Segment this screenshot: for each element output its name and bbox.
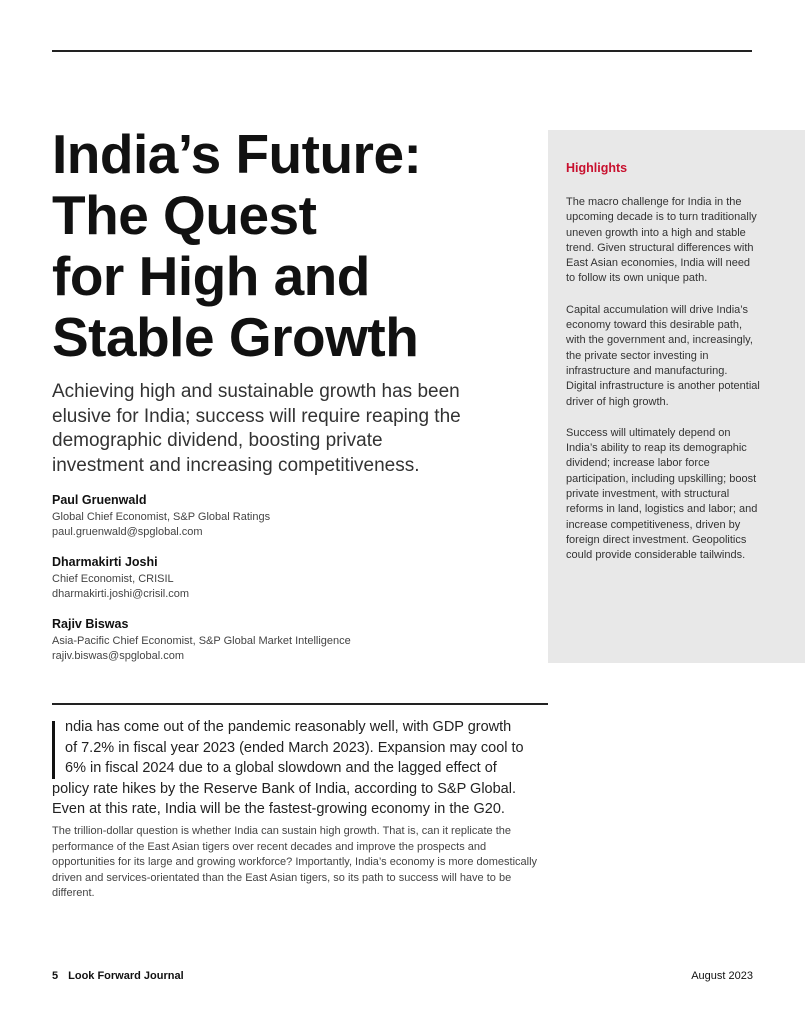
top-divider <box>52 50 752 52</box>
author-name: Paul Gruenwald <box>52 493 147 507</box>
highlights-paragraph: Success will ultimately depend on India’s ability to reap its demographic dividend; increase labor force participation, including upskilling; boost private investment, with structural reforms in land, logistics and labor; and increase competitiveness, driven by foreign direct investment. Geopolitics could provide considerable tailwinds. <box>566 426 758 562</box>
title-line: India’s Future: <box>52 123 422 185</box>
lead-line: ndia has come out of the pandemic reasonably well, with GDP growth <box>65 719 512 735</box>
publication-name: Look Forward Journal <box>68 970 184 982</box>
title-line: The Quest <box>52 184 317 246</box>
page-number: 5 <box>52 970 59 982</box>
title-line: Stable Growth <box>52 306 419 368</box>
highlights-paragraph: Capital accumulation will drive India’s economy toward this desirable path, with the government and, increasingly, the private sector investing in infrastructure and manufacturing. Digital infrastructure is another potential driver of high growth. <box>566 303 760 408</box>
author-email[interactable]: dharmakirti.joshi@crisil.com <box>52 588 190 600</box>
author-name: Dharmakirti Joshi <box>52 555 158 569</box>
title-line: for High and <box>52 245 370 307</box>
author-email[interactable]: paul.gruenwald@spglobal.com <box>52 526 203 538</box>
footer-left <box>52 970 184 982</box>
lead-line: Even at this rate, India will be the fastest-growing economy in the G20. <box>52 801 505 817</box>
lead-paragraph <box>52 717 532 820</box>
author-email[interactable]: rajiv.biswas@spglobal.com <box>52 650 185 662</box>
lead-line: of 7.2% in fiscal year 2023 (ended March 2023). Expansion may cool to <box>65 739 524 756</box>
author-list <box>52 492 512 678</box>
author-name: Rajiv Biswas <box>52 617 129 631</box>
article-subtitle: Achieving high and sustainable growth has been elusive for India; success will require reaping the demographic dividend, boosting private investment and increasing competitiveness. <box>52 381 461 476</box>
highlights-sidebar <box>548 130 805 663</box>
lead-line: 6% in fiscal 2024 due to a global slowdown and the lagged effect of <box>65 760 497 776</box>
author-entry <box>52 616 512 664</box>
author-entry <box>52 554 512 602</box>
article-title <box>52 124 522 368</box>
highlights-paragraph: The macro challenge for India in the upcoming decade is to turn traditionally uneven growth into a high and stable trend. Given structural differences with East Asian economies, India will need to follow its own unique path. <box>566 196 757 285</box>
drop-cap-letter-i <box>52 721 55 779</box>
highlights-body <box>566 195 761 580</box>
highlights-heading: Highlights <box>566 161 628 175</box>
publication-date: August 2023 <box>691 970 753 982</box>
author-role: Asia-Pacific Chief Economist, S&P Global Market Intelligence <box>52 635 351 647</box>
lead-line: policy rate hikes by the Reserve Bank of India, according to S&P Global. <box>52 780 516 797</box>
body-paragraph: The trillion-dollar question is whether India can sustain high growth. That is, can it replicate the performance of the East Asian tigers over recent decades and improve the prospects and opportunities for its large and growing workforce? Importantly, India’s economy is more domestically driven and services-orientated than the East Asian tigers, so its path to success will have to be different. <box>52 825 538 900</box>
section-divider <box>52 703 548 705</box>
author-role: Global Chief Economist, S&P Global Ratings <box>52 511 271 523</box>
author-entry <box>52 492 512 540</box>
author-role: Chief Economist, CRISIL <box>52 573 174 585</box>
